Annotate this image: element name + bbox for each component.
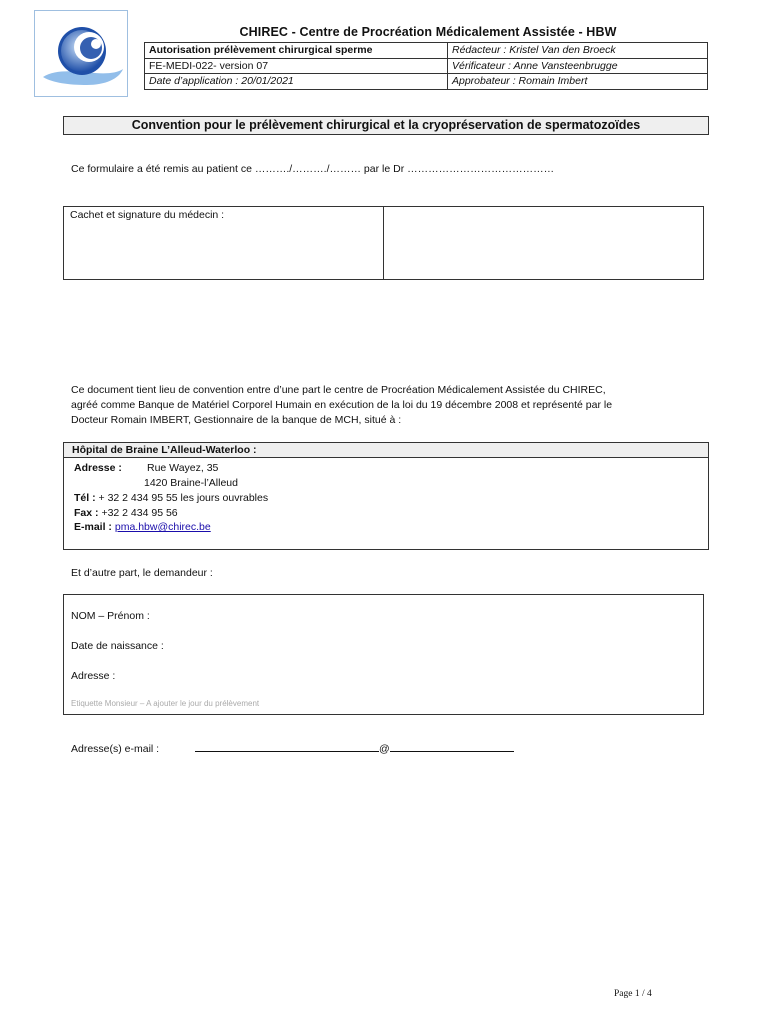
requester-name-field[interactable]: NOM – Prénom : (71, 610, 150, 622)
email-domain-blank[interactable] (390, 741, 514, 752)
requester-address-field[interactable]: Adresse : (71, 670, 116, 682)
hospital-name: Hôpital de Braine L’Alleud-Waterloo : (64, 443, 708, 458)
signature-table (63, 206, 704, 280)
signature-label: Cachet et signature du médecin : (70, 209, 225, 221)
signature-empty-cell[interactable] (385, 207, 703, 279)
hospital-info-box (63, 442, 709, 550)
requester-dob-field[interactable]: Date de naissance : (71, 640, 164, 652)
metadata-row (145, 43, 708, 59)
etiquette-hint: Etiquette Monsieur – A ajouter le jour du prélèvement (71, 699, 260, 708)
document-verifier: Vérificateur : Anne Vansteenbrugge (448, 58, 708, 74)
hospital-email-row (74, 520, 211, 535)
signature-cell[interactable] (64, 207, 384, 279)
convention-line: Docteur Romain IMBERT, Gestionnaire de la banque de MCH, situé à : (71, 414, 402, 426)
convention-paragraph (71, 383, 711, 428)
tel-value: + 32 2 434 95 55 les jours ouvrables (98, 492, 269, 504)
tel-label: Tél : (74, 492, 96, 504)
email-local-part-blank[interactable] (195, 741, 379, 752)
metadata-row (145, 58, 708, 74)
email-at-sign: @ (378, 743, 390, 755)
hospital-fax-row (74, 506, 178, 521)
page-number: Page 1 / 4 (614, 989, 652, 999)
fax-value: +32 2 434 95 56 (101, 507, 178, 519)
address-label: Adresse : (74, 462, 122, 474)
chirec-logo-icon (35, 11, 127, 96)
email-field-row (71, 741, 514, 755)
hospital-tel-row (74, 491, 268, 506)
other-party-line: Et d’autre part, le demandeur : (71, 567, 213, 579)
email-field-label: Adresse(s) e-mail : (71, 743, 160, 755)
document-version: FE-MEDI-022- version 07 (145, 58, 448, 74)
document-metadata-table (144, 42, 708, 90)
hospital-email-link[interactable]: pma.hbw@chirec.be (114, 521, 211, 533)
document-subject: Autorisation prélèvement chirurgical sperme (145, 43, 448, 59)
requester-box (63, 594, 704, 715)
convention-line: agréé comme Banque de Matériel Corporel Humain en exécution de la loi du 19 décembre 2008 et représenté par le (71, 399, 613, 411)
hospital-address-line1: Rue Wayez, 35 (147, 462, 219, 474)
header-title: CHIREC - Centre de Procréation Médicalement Assistée - HBW (239, 25, 617, 39)
document-application-date: Date d’application : 20/01/2021 (145, 74, 448, 90)
hospital-address-row (74, 461, 122, 476)
hospital-address-line2: 1420 Braine-l’Alleud (144, 477, 238, 489)
document-author: Rédacteur : Kristel Van den Broeck (448, 43, 708, 59)
convention-line: Ce document tient lieu de convention entre d’une part le centre de Procréation Médicalement Assistée du CHIREC, (71, 384, 606, 396)
intro-line: Ce formulaire a été remis au patient ce ………./………./……… par le Dr …………………………………… (71, 163, 555, 175)
document-title: Convention pour le prélèvement chirurgical et la cryopréservation de spermatozoïdes (63, 116, 709, 135)
metadata-row (145, 74, 708, 90)
email-label: E-mail : (74, 521, 112, 533)
chirec-logo (34, 10, 128, 97)
fax-label: Fax : (74, 507, 99, 519)
document-approver: Approbateur : Romain Imbert (448, 74, 708, 90)
